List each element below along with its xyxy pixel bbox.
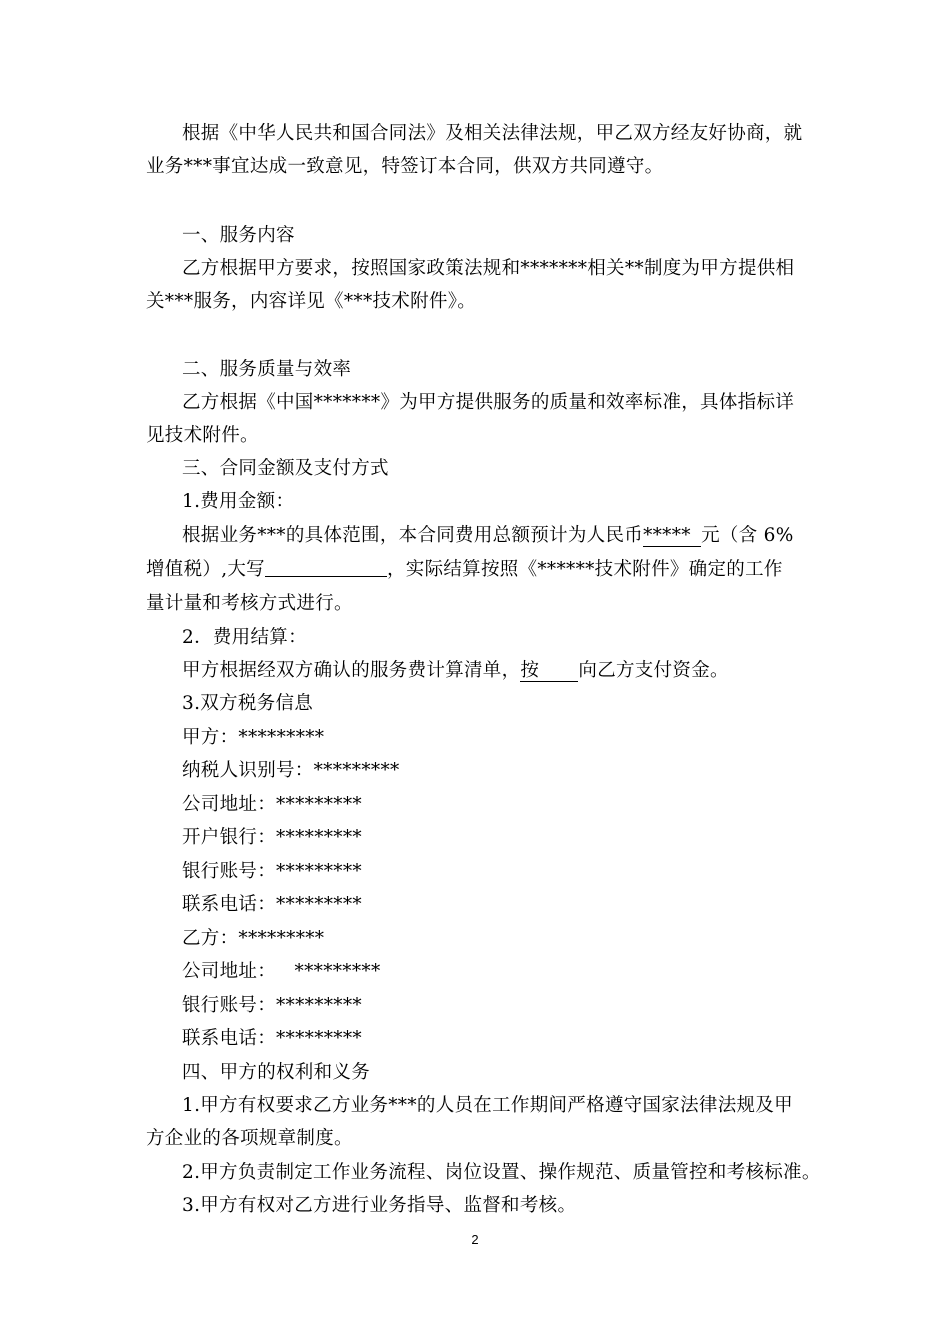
party-a-address: 公司地址：********* [182,794,362,815]
settlement-suffix: 向乙方支付资金。 [578,660,729,681]
fee-line-3: 量计量和考核方式进行。 [146,593,353,614]
fee-line-2-text: 增值税）,大写 [146,559,265,580]
party-a-taxpayer-id: 纳税人识别号：********* [182,760,400,781]
section-1-line-1: 乙方根据甲方要求，按照国家政策法规和*******相关**制度为甲方提供相 [182,258,795,279]
section-1-heading: 一、服务内容 [182,225,295,246]
party-b-name: 乙方：********* [182,928,325,949]
settlement-text: 甲方根据经双方确认的服务费计算清单， [182,660,521,681]
party-a-account: 银行账号：********* [182,861,362,882]
intro-line-1: 根据《中华人民共和国合同法》及相关法律法规，甲乙双方经友好协商，就 [182,123,803,144]
section-4-item-2: 2.甲方负责制定工作业务流程、岗位设置、操作规范、质量管控和考核标准。 [182,1162,821,1183]
settlement-heading: 2．费用结算： [182,627,307,648]
page-number: 2 [471,1232,479,1247]
intro-line-2: 业务***事宜达成一致意见，特签订本合同，供双方共同遵守。 [146,156,664,177]
section-2-line-2: 见技术附件。 [146,425,259,446]
fee-line-2-suffix: ，实际结算按照《******技术附件》确定的工作 [386,559,783,580]
section-1-line-2: 关***服务，内容详见《***技术附件》。 [146,291,477,312]
fee-line-1-text: 根据业务***的具体范围，本合同费用总额预计为人民币 [182,525,644,546]
section-4-heading: 四、甲方的权利和义务 [182,1062,371,1083]
section-2-line-1: 乙方根据《中国*******》为甲方提供服务的质量和效率标准，具体指标详 [182,392,795,413]
section-4-item-3: 3.甲方有权对乙方进行业务指导、监督和考核。 [182,1195,577,1216]
tax-info-heading: 3.双方税务信息 [182,693,314,714]
fee-line-2 [146,558,783,582]
fee-line-1-suffix: 元（含 6% [701,525,794,546]
section-4-item-1-line-1: 1.甲方有权要求乙方业务***的人员在工作期间严格遵守国家法律法规及甲 [182,1095,793,1116]
party-b-phone: 联系电话：********* [182,1028,362,1049]
fee-heading: 1.费用金额： [182,491,295,512]
fee-amount-field: ***** [643,526,701,547]
amount-in-words-blank [265,558,387,577]
settlement-line [182,659,729,683]
party-b-account: 银行账号：********* [182,995,362,1016]
party-b-address: 公司地址： ********* [182,961,381,982]
section-4-item-1-line-2: 方企业的各项规章制度。 [146,1128,353,1149]
party-a-bank: 开户银行：********* [182,827,362,848]
section-2-heading: 二、服务质量与效率 [182,359,352,380]
party-a-name: 甲方：********* [182,727,325,748]
party-a-phone: 联系电话：********* [182,894,362,915]
section-3-heading: 三、合同金额及支付方式 [182,458,389,479]
fee-line-1 [182,524,794,548]
settlement-method-field: 按 [520,661,578,682]
